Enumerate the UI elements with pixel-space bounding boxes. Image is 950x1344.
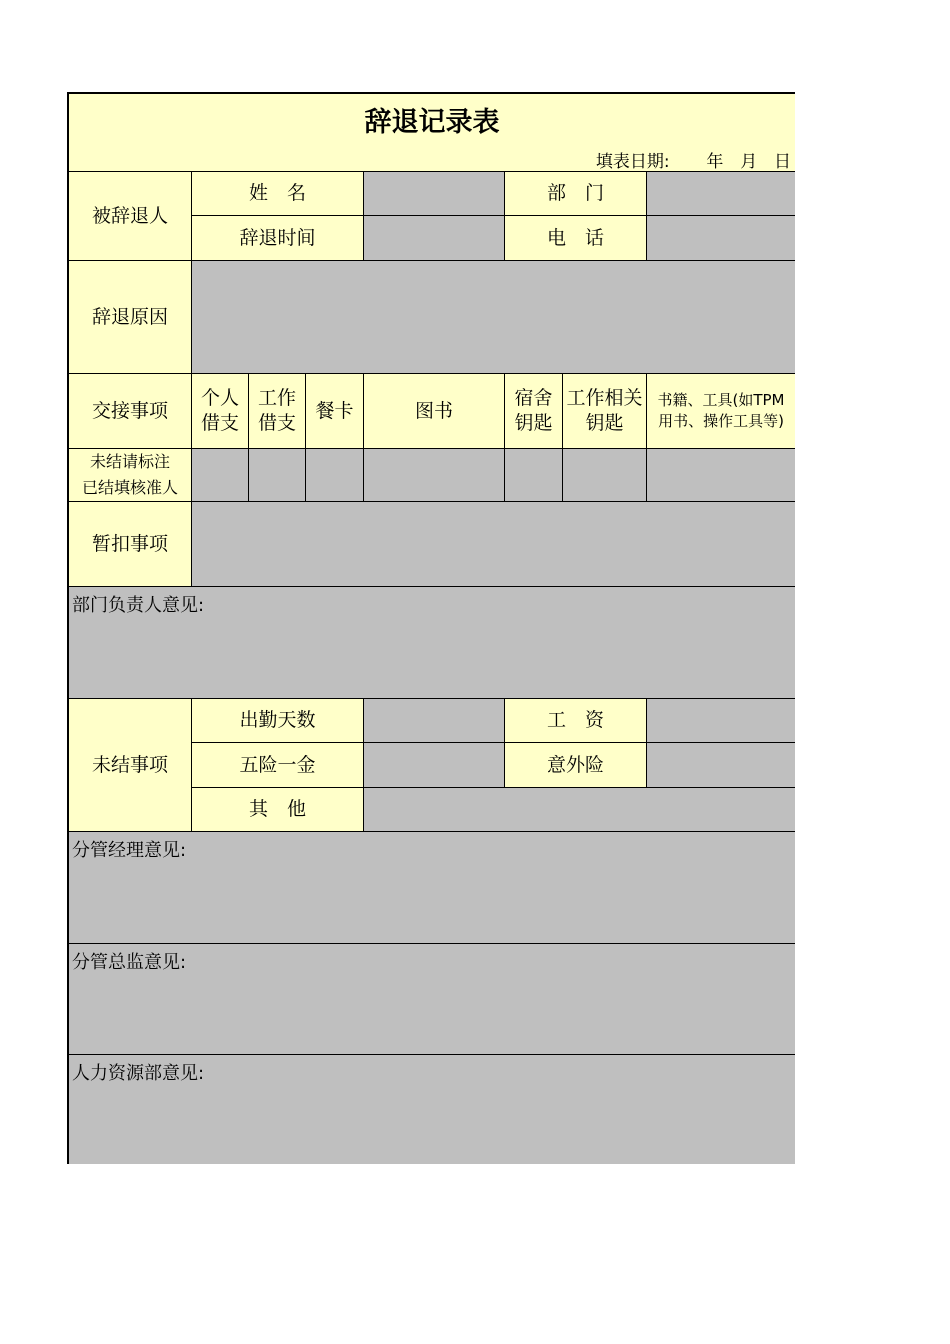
- handover-item-label: 个人借支: [200, 387, 239, 434]
- dept-label: 部 门: [505, 172, 647, 216]
- handover-status-dorm-key[interactable]: [505, 449, 563, 502]
- manager-opinion-label: 分管经理意见:: [72, 840, 187, 861]
- other-label: 其 他: [192, 788, 364, 832]
- resignation-record-form: [67, 92, 795, 1164]
- handover-note-line2: 已结填核准人: [81, 478, 178, 497]
- phone-field[interactable]: [647, 216, 795, 261]
- reason-label: 辞退原因: [69, 261, 192, 374]
- handover-item-work-loan: [249, 374, 306, 449]
- hr-opinion-box[interactable]: [69, 1055, 795, 1164]
- withhold-label: 暂扣事项: [69, 502, 192, 587]
- fill-date-label: 填表日期:: [595, 152, 670, 172]
- insurance-field[interactable]: [364, 743, 505, 788]
- handover-item-label: 宿舍钥匙: [514, 387, 553, 434]
- handover-label: 交接事项: [69, 374, 192, 449]
- handover-status-personal-loan[interactable]: [192, 449, 249, 502]
- fill-date: [596, 147, 791, 172]
- reason-field[interactable]: [192, 261, 795, 374]
- handover-item-work-key: [563, 374, 647, 449]
- director-opinion-box[interactable]: [69, 944, 795, 1055]
- handover-status-meal-card[interactable]: [306, 449, 364, 502]
- salary-label: 工 资: [505, 699, 647, 743]
- handover-note: [69, 449, 192, 502]
- dismissal-time-label: 辞退时间: [192, 216, 364, 261]
- handover-status-books[interactable]: [364, 449, 505, 502]
- accident-insurance-label: 意外险: [505, 743, 647, 788]
- fired-person-label: 被辞退人: [69, 172, 192, 261]
- manager-opinion-box[interactable]: [69, 832, 795, 944]
- hr-opinion-label: 人力资源部意见:: [72, 1063, 205, 1084]
- attendance-field[interactable]: [364, 699, 505, 743]
- handover-item-books: 图书: [364, 374, 505, 449]
- handover-item-meal-card: 餐卡: [306, 374, 364, 449]
- title-band: [69, 94, 795, 172]
- dismissal-time-field[interactable]: [364, 216, 505, 261]
- withhold-field[interactable]: [192, 502, 795, 587]
- fill-date-month: 月: [740, 152, 758, 172]
- handover-item-personal-loan: [192, 374, 249, 449]
- name-label: 姓 名: [192, 172, 364, 216]
- dept-head-opinion-box[interactable]: [69, 587, 795, 699]
- fill-date-day: 日: [774, 152, 791, 172]
- handover-status-work-loan[interactable]: [249, 449, 306, 502]
- dept-field[interactable]: [647, 172, 795, 216]
- handover-item-dorm-key: [505, 374, 563, 449]
- director-opinion-label: 分管总监意见:: [72, 952, 187, 973]
- handover-item-label: 工作相关钥匙: [566, 387, 643, 434]
- name-field[interactable]: [364, 172, 505, 216]
- handover-item-books-tools: [647, 374, 795, 449]
- phone-label: 电 话: [505, 216, 647, 261]
- other-field[interactable]: [364, 788, 795, 832]
- form-title: 辞退记录表: [364, 107, 500, 138]
- handover-item-label: 工作借支: [257, 387, 296, 434]
- pending-label: 未结事项: [69, 699, 192, 832]
- handover-status-work-key[interactable]: [563, 449, 647, 502]
- dept-head-opinion-label: 部门负责人意见:: [72, 595, 205, 616]
- handover-item-label: 书籍、工具(如TPM用书、操作工具等): [657, 391, 785, 430]
- salary-field[interactable]: [647, 699, 795, 743]
- insurance-label: 五险一金: [192, 743, 364, 788]
- handover-status-books-tools[interactable]: [647, 449, 795, 502]
- handover-note-line1: 未结请标注: [89, 452, 170, 471]
- fill-date-year: 年: [706, 152, 724, 172]
- attendance-label: 出勤天数: [192, 699, 364, 743]
- accident-insurance-field[interactable]: [647, 743, 795, 788]
